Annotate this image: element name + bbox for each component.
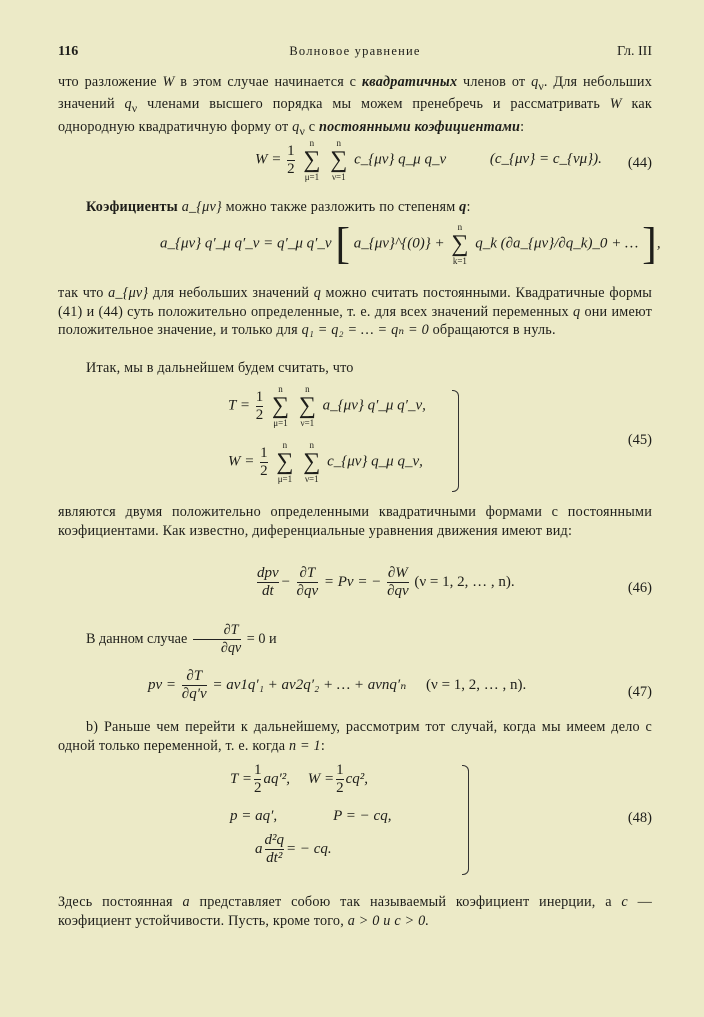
equation-46: $\frac{\text{dpν}}{dt}$ − $\frac{\partial T}{\partial q\nu}$ = Pν = − $\frac{\partial W}{\partial q\nu}$ (ν = 1, 2, … , n). [257,565,515,599]
equation-44: W = $\frac{1}{2}$ n ∑ μ=1 n ∑ ν=1 c_{μν} q_μ q_ν (c_{μν} = c_{νμ}). [255,138,602,182]
equation-number-44: (44) [627,155,652,171]
chapter-label: Гл. III [616,44,652,59]
equation-number-48: (48) [627,810,652,826]
paragraph-2: Коэфициенты a_{μν} можно также разложить по степеням q: [86,199,471,215]
equation-number-45: (45) [627,432,652,448]
equation-48-row-3: a $\frac{\text{d²q}}{\text{dt²}}$ = − cq. [255,832,332,866]
equation-47: pν = $\frac{\partial T}{\partial q'\nu}$ = aν1q′₁ + aν2q′₂ + … + aνnq′ₙ (ν = 1, 2, … , n). [148,668,527,702]
paragraph-3: так что a_{μν} для небольших значений q можно считать постоянными. Квадратичные формы (41) и (44) суть положительно определенные, т. е. для всех значений переменных q они имеют положительное значение, и только для q₁ = q₂ = … = qₙ = 0 обращаются в нуль. [58,285,652,338]
equation-expansion: a_{μν} q′_μ q′_ν = q′_μ q′_ν [ a_{μν}^{(0)} + n ∑ k=1 q_k (∂a_{μν}/∂q_k)_0 + … ], [160,219,661,268]
brace [462,765,469,875]
paragraph-5: являются двумя положительно определенными квадратичными формами с постоянными коэфициентами. Как известно, диференциальные уравнения движения имеют вид: [58,504,652,539]
running-title: Волновое уравнение [289,44,421,58]
paragraph-1: что разложение W в этом случае начинается с квадратичных членов от $q_\nu$. Для небольших значений $q_\nu$ членами высшего порядка мы можем пренебречь и рассматривать W как однородную квадратичную форму от $q_\nu$ с постоянными коэфициентами: [58,74,653,138]
page-number: 116 [58,44,79,59]
equation-number-46: (46) [627,580,652,596]
equation-45-W: W = $\frac{1}{2}$ n ∑ μ=1 n ∑ ν=1 c_{μν} q_μ q_ν, [228,440,423,484]
paragraph-4: Итак, мы в дальнейшем будем считать, что [86,360,354,376]
brace [452,390,459,492]
paragraph-7: b) Раньше чем перейти к дальнейшему, рассмотрим тот случай, когда мы имеем дело с одной только переменной, т. е. когда n = 1: [58,719,652,754]
equation-45-T: T = $\frac{1}{2}$ n ∑ μ=1 n ∑ ν=1 a_{μν} q′_μ q′_ν, [228,384,426,428]
equation-number-47: (47) [627,684,652,700]
paragraph-8: Здесь постоянная a представляет собою так называемый коэфициент инерции, а c — коэфициент устойчивости. Пусть, кроме того, a > 0 и c > 0. [58,894,652,929]
paragraph-6: В данном случае $\frac{\partial T}{\partial q\nu}$ = 0 и [86,622,277,656]
equation-48-row-2: p = aq′, P = − cq, [230,808,392,824]
equation-48-row-1: T = $\frac{1}{2}$ aq′², W = $\frac{1}{2}$ cq², [230,762,369,796]
page-header [58,44,652,64]
